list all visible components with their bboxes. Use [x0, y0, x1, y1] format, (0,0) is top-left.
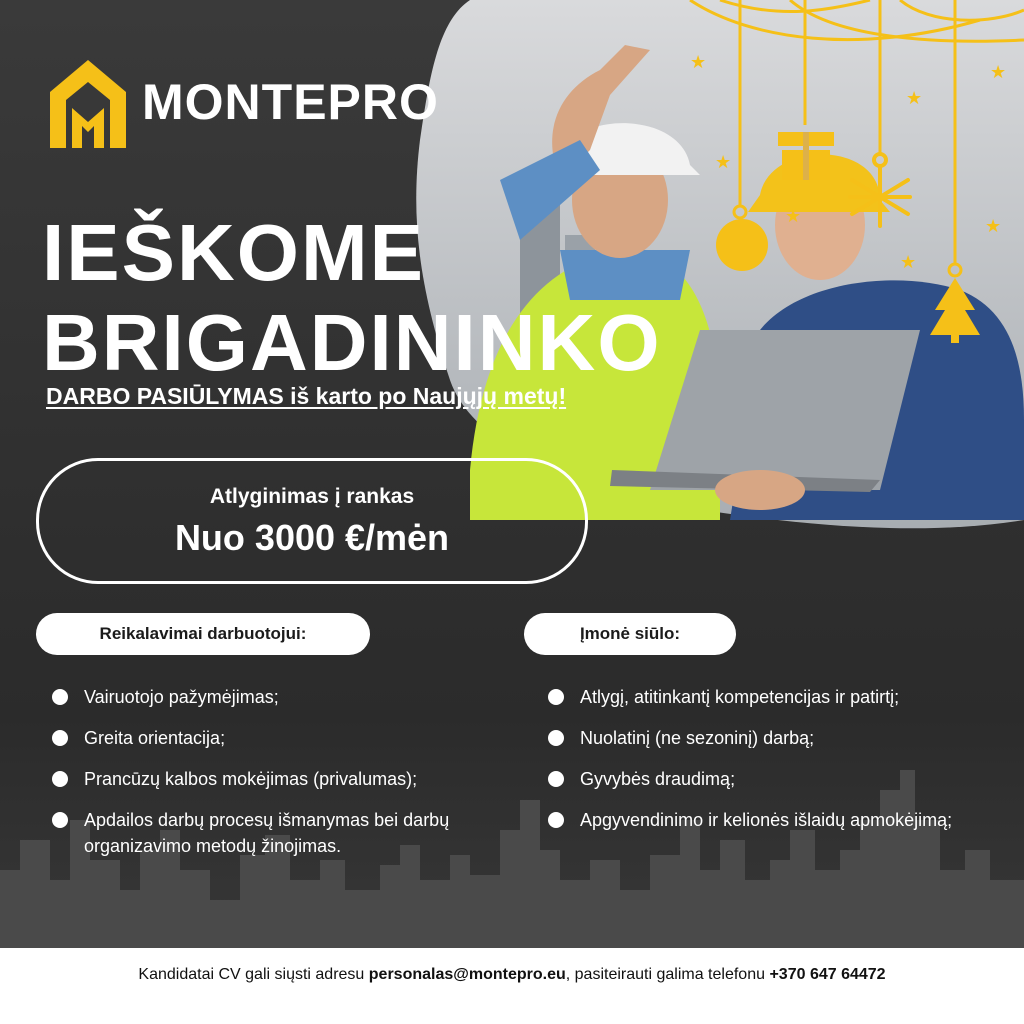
bullet-icon: [548, 689, 564, 705]
list-item: [52, 807, 532, 859]
bullet-icon: [52, 771, 68, 787]
requirements-list: [52, 684, 532, 874]
list-item: [52, 684, 532, 710]
requirement-text: Prancūzų kalbos mokėjimas (privalumas);: [84, 769, 418, 789]
salary-box: [36, 458, 588, 584]
offer-text: Apgyvendinimo ir kelionės išlaidų apmokėjimą;: [580, 810, 953, 830]
headline-line-2: BRIGADININKO: [42, 298, 662, 387]
footer-text-middle: , pasiteirauti galima telefonu: [565, 966, 765, 983]
salary-label: Atlyginimas į rankas: [209, 485, 415, 508]
offer-text: Atlygį, atitinkantį kompetencijas ir patirtį;: [580, 687, 900, 707]
bullet-icon: [52, 730, 68, 746]
bullet-icon: [52, 689, 68, 705]
requirement-text: Greita orientacija;: [84, 728, 226, 748]
requirement-text: Apdailos darbų procesų išmanymas bei darbų organizavimo metodų žinojimas.: [84, 810, 450, 856]
contact-footer: [0, 948, 1024, 1024]
list-item: [548, 725, 1008, 751]
salary-value: Nuo 3000 €/mėn: [174, 517, 450, 558]
list-item: [548, 807, 1008, 833]
footer-text-before: Kandidatai CV gali siųsti adresu: [138, 966, 365, 983]
logo-m-house-icon: [44, 52, 132, 152]
bullet-icon: [548, 730, 564, 746]
svg-text:★: ★: [985, 216, 1002, 237]
svg-text:★: ★: [690, 52, 707, 73]
svg-text:★: ★: [900, 252, 917, 273]
svg-text:★: ★: [715, 152, 732, 173]
requirement-text: Vairuotojo pažymėjimas;: [84, 687, 279, 707]
requirements-heading: Reikalavimai darbuotojui:: [36, 613, 370, 655]
svg-text:★: ★: [785, 206, 802, 227]
list-item: [548, 684, 1008, 710]
contact-phone[interactable]: +370 647 64472: [769, 966, 886, 983]
list-item: [52, 766, 532, 792]
bullet-icon: [52, 812, 68, 828]
brand-logo: [44, 52, 439, 152]
list-item: [548, 766, 1008, 792]
offer-heading: Įmonė siūlo:: [524, 613, 736, 655]
subheadline: DARBO PASIŪLYMAS iš karto po Naujųjų metų!: [46, 383, 567, 409]
contact-email[interactable]: personalas@montepro.eu: [368, 966, 566, 983]
svg-text:★: ★: [906, 88, 923, 109]
offer-list: [548, 684, 1008, 848]
page-title: [42, 208, 662, 388]
brand-name: MONTEPRO: [142, 74, 439, 130]
headline-line-1: IEŠKOME: [42, 208, 425, 297]
offer-text: Nuolatinį (ne sezoninį) darbą;: [580, 728, 815, 748]
bullet-icon: [548, 771, 564, 787]
offer-text: Gyvybės draudimą;: [580, 769, 736, 789]
bullet-icon: [548, 812, 564, 828]
list-item: [52, 725, 532, 751]
svg-text:★: ★: [990, 62, 1007, 83]
